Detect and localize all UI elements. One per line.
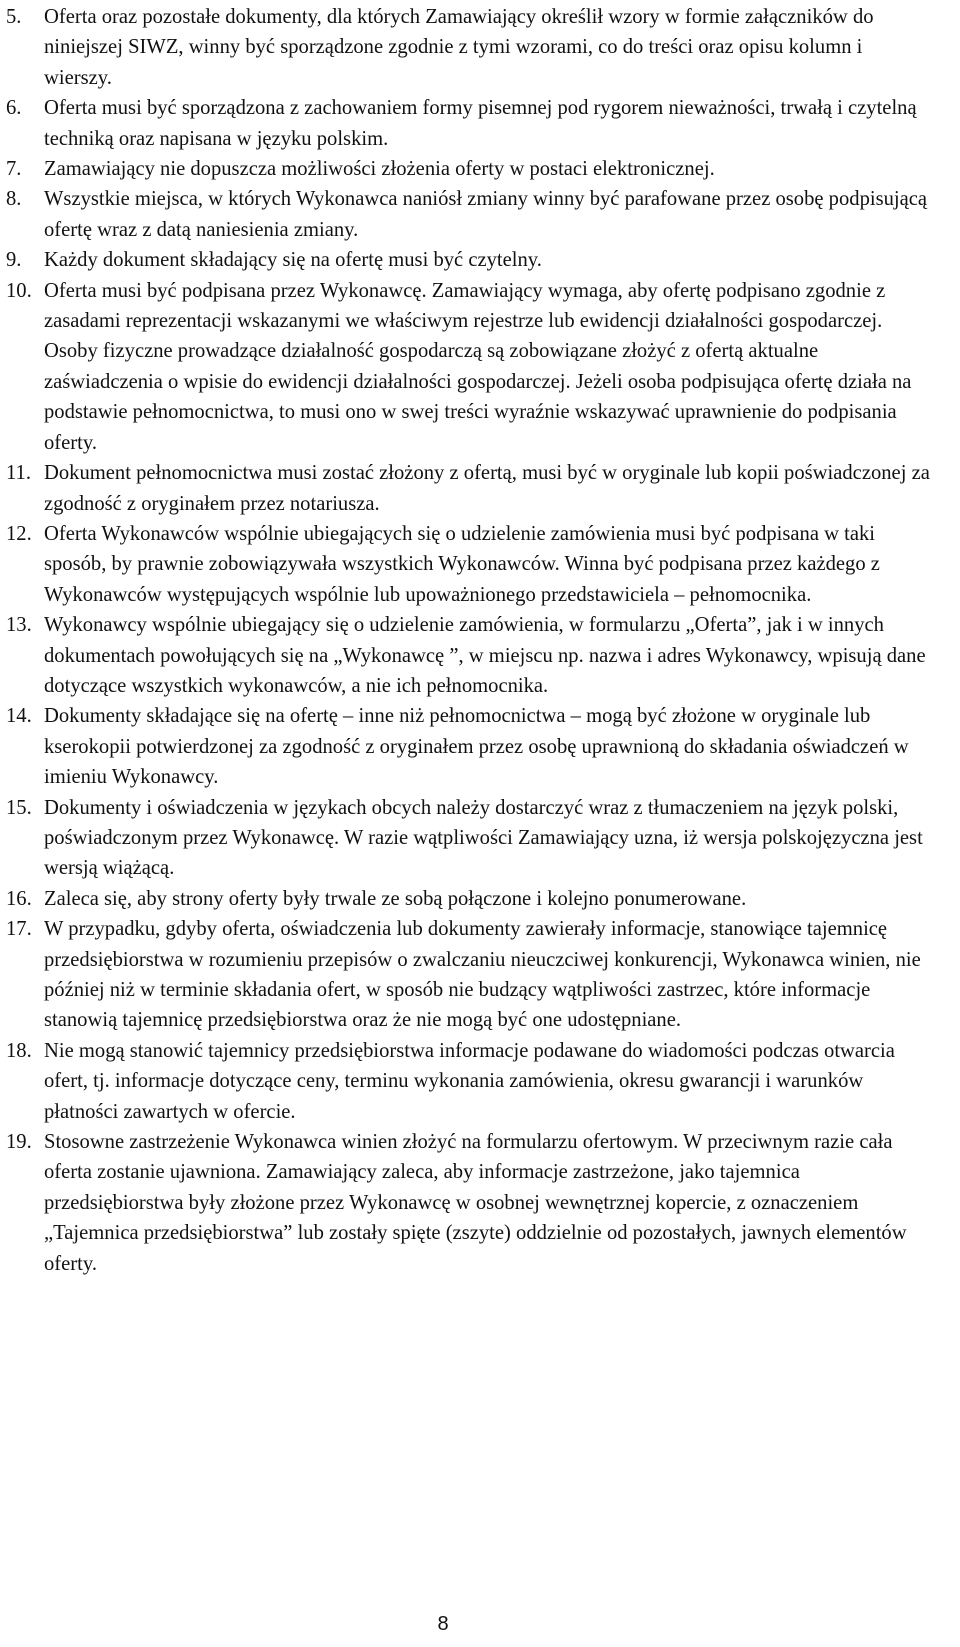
item-text: Zamawiający nie dopuszcza możliwości złożenia oferty w postaci elektronicznej.	[44, 158, 715, 181]
item-number: 11.	[6, 462, 31, 485]
item-number: 8.	[6, 188, 22, 211]
list-item	[0, 914, 930, 1036]
item-number: 18.	[6, 1039, 32, 1062]
item-number: 5.	[6, 6, 22, 28]
list-item	[0, 93, 930, 154]
item-text: Oferta musi być podpisana przez Wykonawcę. Zamawiający wymaga, aby ofertę podpisano zgodnie z zasadami reprezentacji wskazanymi we właściwym rejestrze lub ewidencji działalności gospodarczej. Osoby fizyczne prowadzące działalność gospodarczą są zobowiązane złożyć z ofertą aktualne zaświadczenia o wpisie do ewidencji działalności gospodarczej. Jeżeli osoba podpisująca ofertę działa na podstawie pełnomocnictwa, to musi ono w swej treści wyraźnie wskazywać uprawnienie do podpisania oferty.	[44, 279, 912, 454]
item-number: 17.	[6, 918, 32, 941]
list-item	[0, 458, 930, 519]
item-number: 16.	[6, 887, 32, 910]
item-text: Dokument pełnomocnictwa musi zostać złożony z ofertą, musi być w oryginale lub kopii poświadczonej za zgodność z oryginałem przez notariusza.	[44, 462, 930, 515]
list-item	[0, 793, 930, 884]
item-number: 15.	[6, 796, 32, 819]
item-text: Zaleca się, aby strony oferty były trwale ze sobą połączone i kolejno ponumerowane.	[44, 887, 747, 910]
item-number: 9.	[6, 249, 22, 272]
item-number: 10.	[6, 279, 32, 302]
list-item	[0, 701, 930, 792]
item-text: Każdy dokument składający się na ofertę musi być czytelny.	[44, 249, 542, 272]
item-number: 7.	[6, 158, 22, 181]
list-item	[0, 276, 930, 458]
list-item	[0, 2, 930, 93]
list-item	[0, 884, 930, 914]
page-number: 8	[437, 1613, 449, 1635]
list-item	[0, 519, 930, 610]
item-text: Oferta oraz pozostałe dokumenty, dla których Zamawiający określił wzory w formie załączników do niniejszej SIWZ, winny być sporządzone zgodnie z tymi wzorami, co do treści oraz opisu kolumn i wierszy.	[44, 6, 874, 89]
item-number: 12.	[6, 522, 32, 545]
item-text: Oferta musi być sporządzona z zachowaniem formy pisemnej pod rygorem nieważności, trwałą i czytelną techniką oraz napisana w języku polskim.	[44, 97, 917, 150]
item-number: 13.	[6, 614, 32, 637]
item-number: 19.	[6, 1131, 32, 1154]
item-text: Dokumenty i oświadczenia w językach obcych należy dostarczyć wraz z tłumaczeniem na język polski, poświadczonym przez Wykonawcę. W razie wątpliwości Zamawiający uzna, iż wersja polskojęzyczna jest wersją wiążącą.	[44, 796, 923, 880]
list-item	[0, 245, 930, 275]
item-text: Wykonawcy wspólnie ubiegający się o udzielenie zamówienia, w formularzu „Oferta”, jak i w innych dokumentach powołujących się na „Wykonawcę ”, w miejscu np. nazwa i adres Wykonawcy, wpisują dane dotyczące wszystkich wykonawców, a nie ich pełnomocnika.	[44, 614, 926, 697]
list-item	[0, 1036, 930, 1127]
item-number: 14.	[6, 705, 32, 728]
item-text: Oferta Wykonawców wspólnie ubiegających się o udzielenie zamówienia musi być podpisana w taki sposób, by prawnie zobowiązywała wszystkich Wykonawców. Winna być podpisana przez każdego z Wykonawców występujących wspólnie lub upoważnionego przedstawiciela – pełnomocnika.	[44, 522, 880, 606]
list-item	[0, 1127, 930, 1279]
list-item	[0, 154, 930, 184]
item-text: Wszystkie miejsca, w których Wykonawca naniósł zmiany winny być parafowane przez osobę podpisującą ofertę wraz z datą naniesienia zmiany.	[44, 188, 928, 241]
list-item	[0, 184, 930, 245]
item-text: Nie mogą stanowić tajemnicy przedsiębiorstwa informacje podawane do wiadomości podczas otwarcia ofert, tj. informacje dotyczące ceny, terminu wykonania zamówienia, okresu gwarancji i warunków płatności zawartych w ofercie.	[44, 1039, 895, 1123]
item-text: Stosowne zastrzeżenie Wykonawca winien złożyć na formularzu ofertowym. W przeciwnym razie cała oferta zostanie ujawniona. Zamawiający zaleca, aby informacje zastrzeżone, jako tajemnica przedsiębiorstwa były złożone przez Wykonawcę w osobnej wewnętrznej kopercie, z oznaczeniem „Tajemnica przedsiębiorstwa” lub zostały spięte (zszyte) oddzielnie od pozostałych, jawnych elementów oferty.	[44, 1131, 907, 1275]
item-text: W przypadku, gdyby oferta, oświadczenia lub dokumenty zawierały informacje, stanowiące tajemnicę przedsiębiorstwa w rozumieniu przepisów o zwalczaniu nieuczciwej konkurencji, Wykonawca winien, nie później niż w terminie składania ofert, w sposób nie budzący wątpliwości zastrzec, które informacje stanowią tajemnicę przedsiębiorstwa oraz że nie mogą być one udostępniane.	[44, 918, 921, 1032]
item-text: Dokumenty składające się na ofertę – inne niż pełnomocnictwa – mogą być złożone w oryginale lub kserokopii potwierdzonej za zgodność z oryginałem przez osobę uprawnioną do składania oświadczeń w imieniu Wykonawcy.	[44, 705, 909, 789]
requirements-list	[0, 2, 930, 1279]
item-number: 6.	[6, 97, 22, 120]
list-item	[0, 610, 930, 701]
